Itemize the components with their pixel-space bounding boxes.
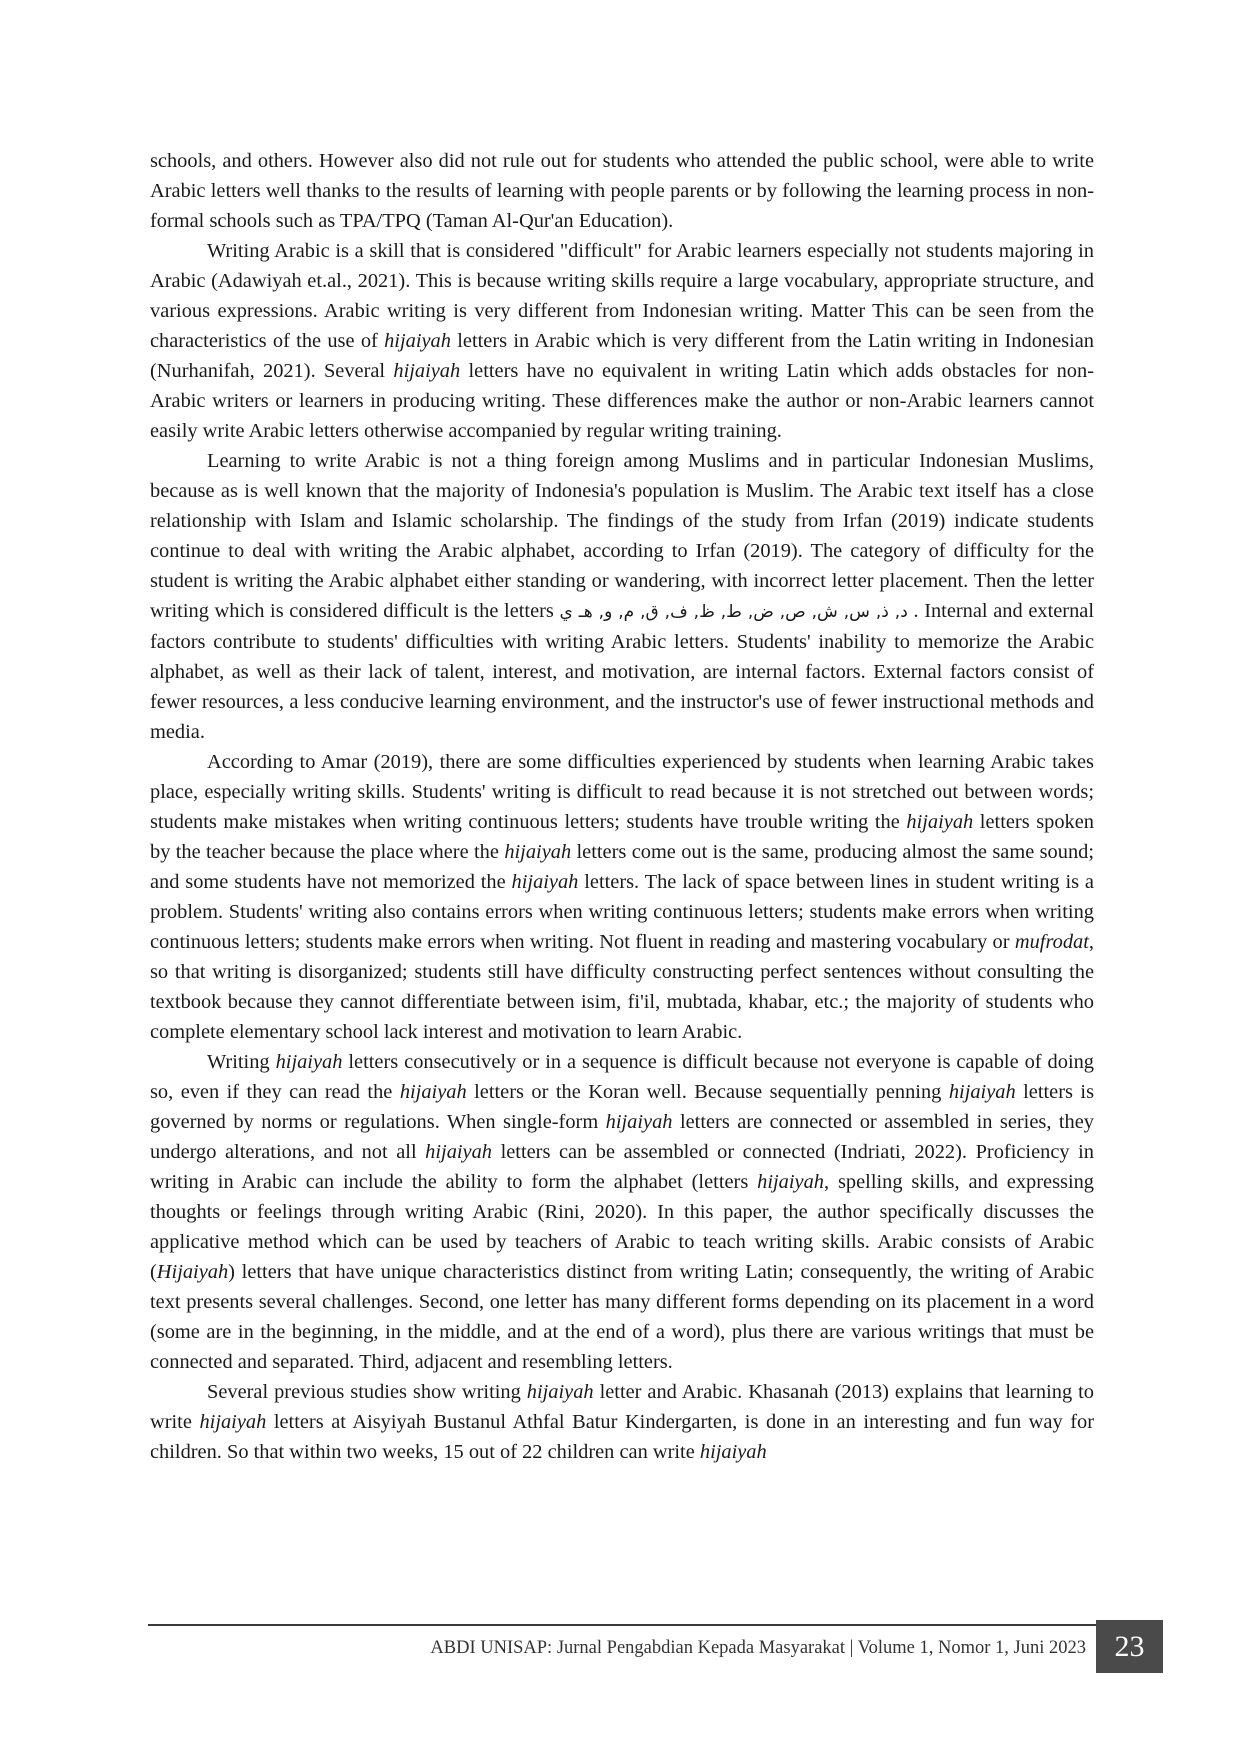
text-run: letters have no equivalent in writing Latin which adds obstacles for non-Arabic writers or learners in producing writing. These differences make the author or non-Arabic learners cannot easily write Arabic letters otherwise accompanied by regular writing training. [150, 360, 1094, 442]
text-run: letters consecutively or in a sequence is difficult because not everyone is capable of doing so, even if they can read the [150, 1051, 1094, 1103]
italic-term: hijaiyah [511, 871, 579, 893]
text-run: letter and Arabic. Khasanah (2013) explains that learning to write [150, 1381, 1094, 1433]
italic-term: hijaiyah [605, 1111, 673, 1133]
text-run: letters in Arabic which is very different from the Latin writing in Indonesian (Nurhanifah, 2021). Several [150, 330, 1094, 382]
issue-info: Volume 1, Nomor 1, Juni 2023 [857, 1638, 1086, 1658]
paragraph [150, 1047, 1094, 1377]
text-run: According to Amar (2019), there are some difficulties experienced by students when learning Arabic takes place, especially writing skills. Students' writing is difficult to read because it is not stretched out between words; students make mistakes when writing continuous letters; students have trouble writing the [150, 751, 1094, 833]
journal-name: ABDI UNISAP: Jurnal Pengabdian Kepada Masyarakat [430, 1638, 846, 1658]
arabic-letters: د, ذ, س, ش, ص, ض, ط, ظ, ف, ق, م, و, هـ ي [559, 602, 908, 622]
paragraph [150, 146, 1094, 236]
italic-term: hijaiyah [504, 841, 572, 863]
italic-term: hijaiyah [399, 1081, 467, 1103]
footer-separator: | [849, 1638, 854, 1658]
italic-term: hijaiyah [425, 1141, 492, 1163]
italic-term: Hijaiyah [156, 1261, 229, 1283]
text-run: , so that writing is disorganized; students still have difficulty constructing perfect sentences without consulting the textbook because they cannot differentiate between isim, fi'il, mubtada, khabar, etc.; the majority of students who complete elementary school lack interest and motivation to learn Arabic. [150, 931, 1094, 1043]
paragraph [150, 747, 1094, 1047]
article-body [150, 146, 1094, 1467]
text-run: ) letters that have unique characteristics distinct from writing Latin; consequently, the writing of Arabic text presents several challenges. Second, one letter has many different forms depending on its placement in a word (some are in the beginning, in the middle, and at the end of a word), plus there are various writings that must be connected and separated. Third, adjacent and resembling letters. [150, 1261, 1094, 1373]
paragraph [150, 236, 1094, 446]
text-run: Writing Arabic is a skill that is considered "difficult" for Arabic learners especially not students majoring in Arabic (Adawiyah et.al., 2021). This is because writing skills require a large vocabulary, appropriate structure, and various expressions. Arabic writing is very different from Indonesian writing. Matter This can be seen from the characteristics of the use of [150, 240, 1094, 352]
paragraph [150, 1377, 1094, 1467]
italic-term: hijaiyah [948, 1081, 1016, 1103]
footer-divider [148, 1624, 1096, 1626]
text-run: letters come out is the same, producing almost the same sound; and some students have not memorized the [150, 841, 1095, 893]
italic-term: hijaiyah [906, 811, 974, 833]
italic-term: hijaiyah [275, 1051, 343, 1073]
text-run: Several previous studies show writing [207, 1381, 527, 1403]
italic-term: hijaiyah [757, 1171, 824, 1193]
running-footer [430, 1638, 1086, 1659]
italic-term: hijaiyah [526, 1381, 594, 1403]
text-run: letters can be assembled or connected (Indriati, 2022). Proficiency in writing in Arabic can include the ability to form the alphabet (letters [150, 1141, 1094, 1193]
text-run: letters at Aisyiyah Bustanul Athfal Batur Kindergarten, is done in an interesting and fun way for children. So that within two weeks, 15 out of 22 children can write [150, 1411, 1094, 1463]
italic-term: hijaiyah [393, 360, 461, 382]
text-run: Writing [207, 1051, 276, 1073]
text-run: . Internal and external factors contribute to students' difficulties with writing Arabic letters. Students' inability to memorize the Arabic alphabet, as well as their lack of talent, interest, and motivation, are internal factors. External factors consist of fewer resources, a less conducive learning environment, and the instructor's use of fewer instructional methods and media. [150, 600, 1095, 743]
italic-term: hijaiyah [384, 330, 451, 352]
text-run: letters are connected or assembled in series, they undergo alterations, and not all [150, 1111, 1094, 1163]
page-number-box [1096, 1620, 1163, 1673]
italic-term: hijaiyah [199, 1411, 267, 1433]
text-run: letters or the Koran well. Because sequentially penning [466, 1081, 949, 1103]
italic-term: mufrodat [1014, 931, 1089, 953]
text-run: letters. The lack of space between lines in student writing is a problem. Students' writing also contains errors when writing continuous letters; students make errors when writing continuous letters; students make errors when writing. Not fluent in reading and mastering vocabulary or [150, 871, 1094, 953]
text-run: schools, and others. However also did not rule out for students who attended the public school, were able to write Arabic letters well thanks to the results of learning with people parents or by following the learning process in non-formal schools such as TPA/TPQ (Taman Al-Qur'an Education). [150, 150, 1094, 232]
text-run: Learning to write Arabic is not a thing foreign among Muslims and in particular Indonesian Muslims, because as is well known that the majority of Indonesia's population is Muslim. The Arabic text itself has a close relationship with Islam and Islamic scholarship. The findings of the study from Irfan (2019) indicate students continue to deal with writing the Arabic alphabet, according to Irfan (2019). The category of difficulty for the student is writing the Arabic alphabet either standing or wandering, with incorrect letter placement. Then the letter writing which is considered difficult is the letters [150, 450, 1094, 622]
italic-term: hijaiyah [699, 1441, 767, 1463]
text-run: letters is governed by norms or regulations. When single-form [150, 1081, 1094, 1133]
paragraph [150, 446, 1094, 747]
page-number: 23 [1114, 1630, 1145, 1663]
text-run: , spelling skills, and expressing thoughts or feelings through writing Arabic (Rini, 2020). In this paper, the author specifically discusses the applicative method which can be used by teachers of Arabic to teach writing skills. Arabic consists of Arabic ( [150, 1171, 1094, 1283]
text-run: letters spoken by the teacher because the place where the [150, 811, 1094, 863]
